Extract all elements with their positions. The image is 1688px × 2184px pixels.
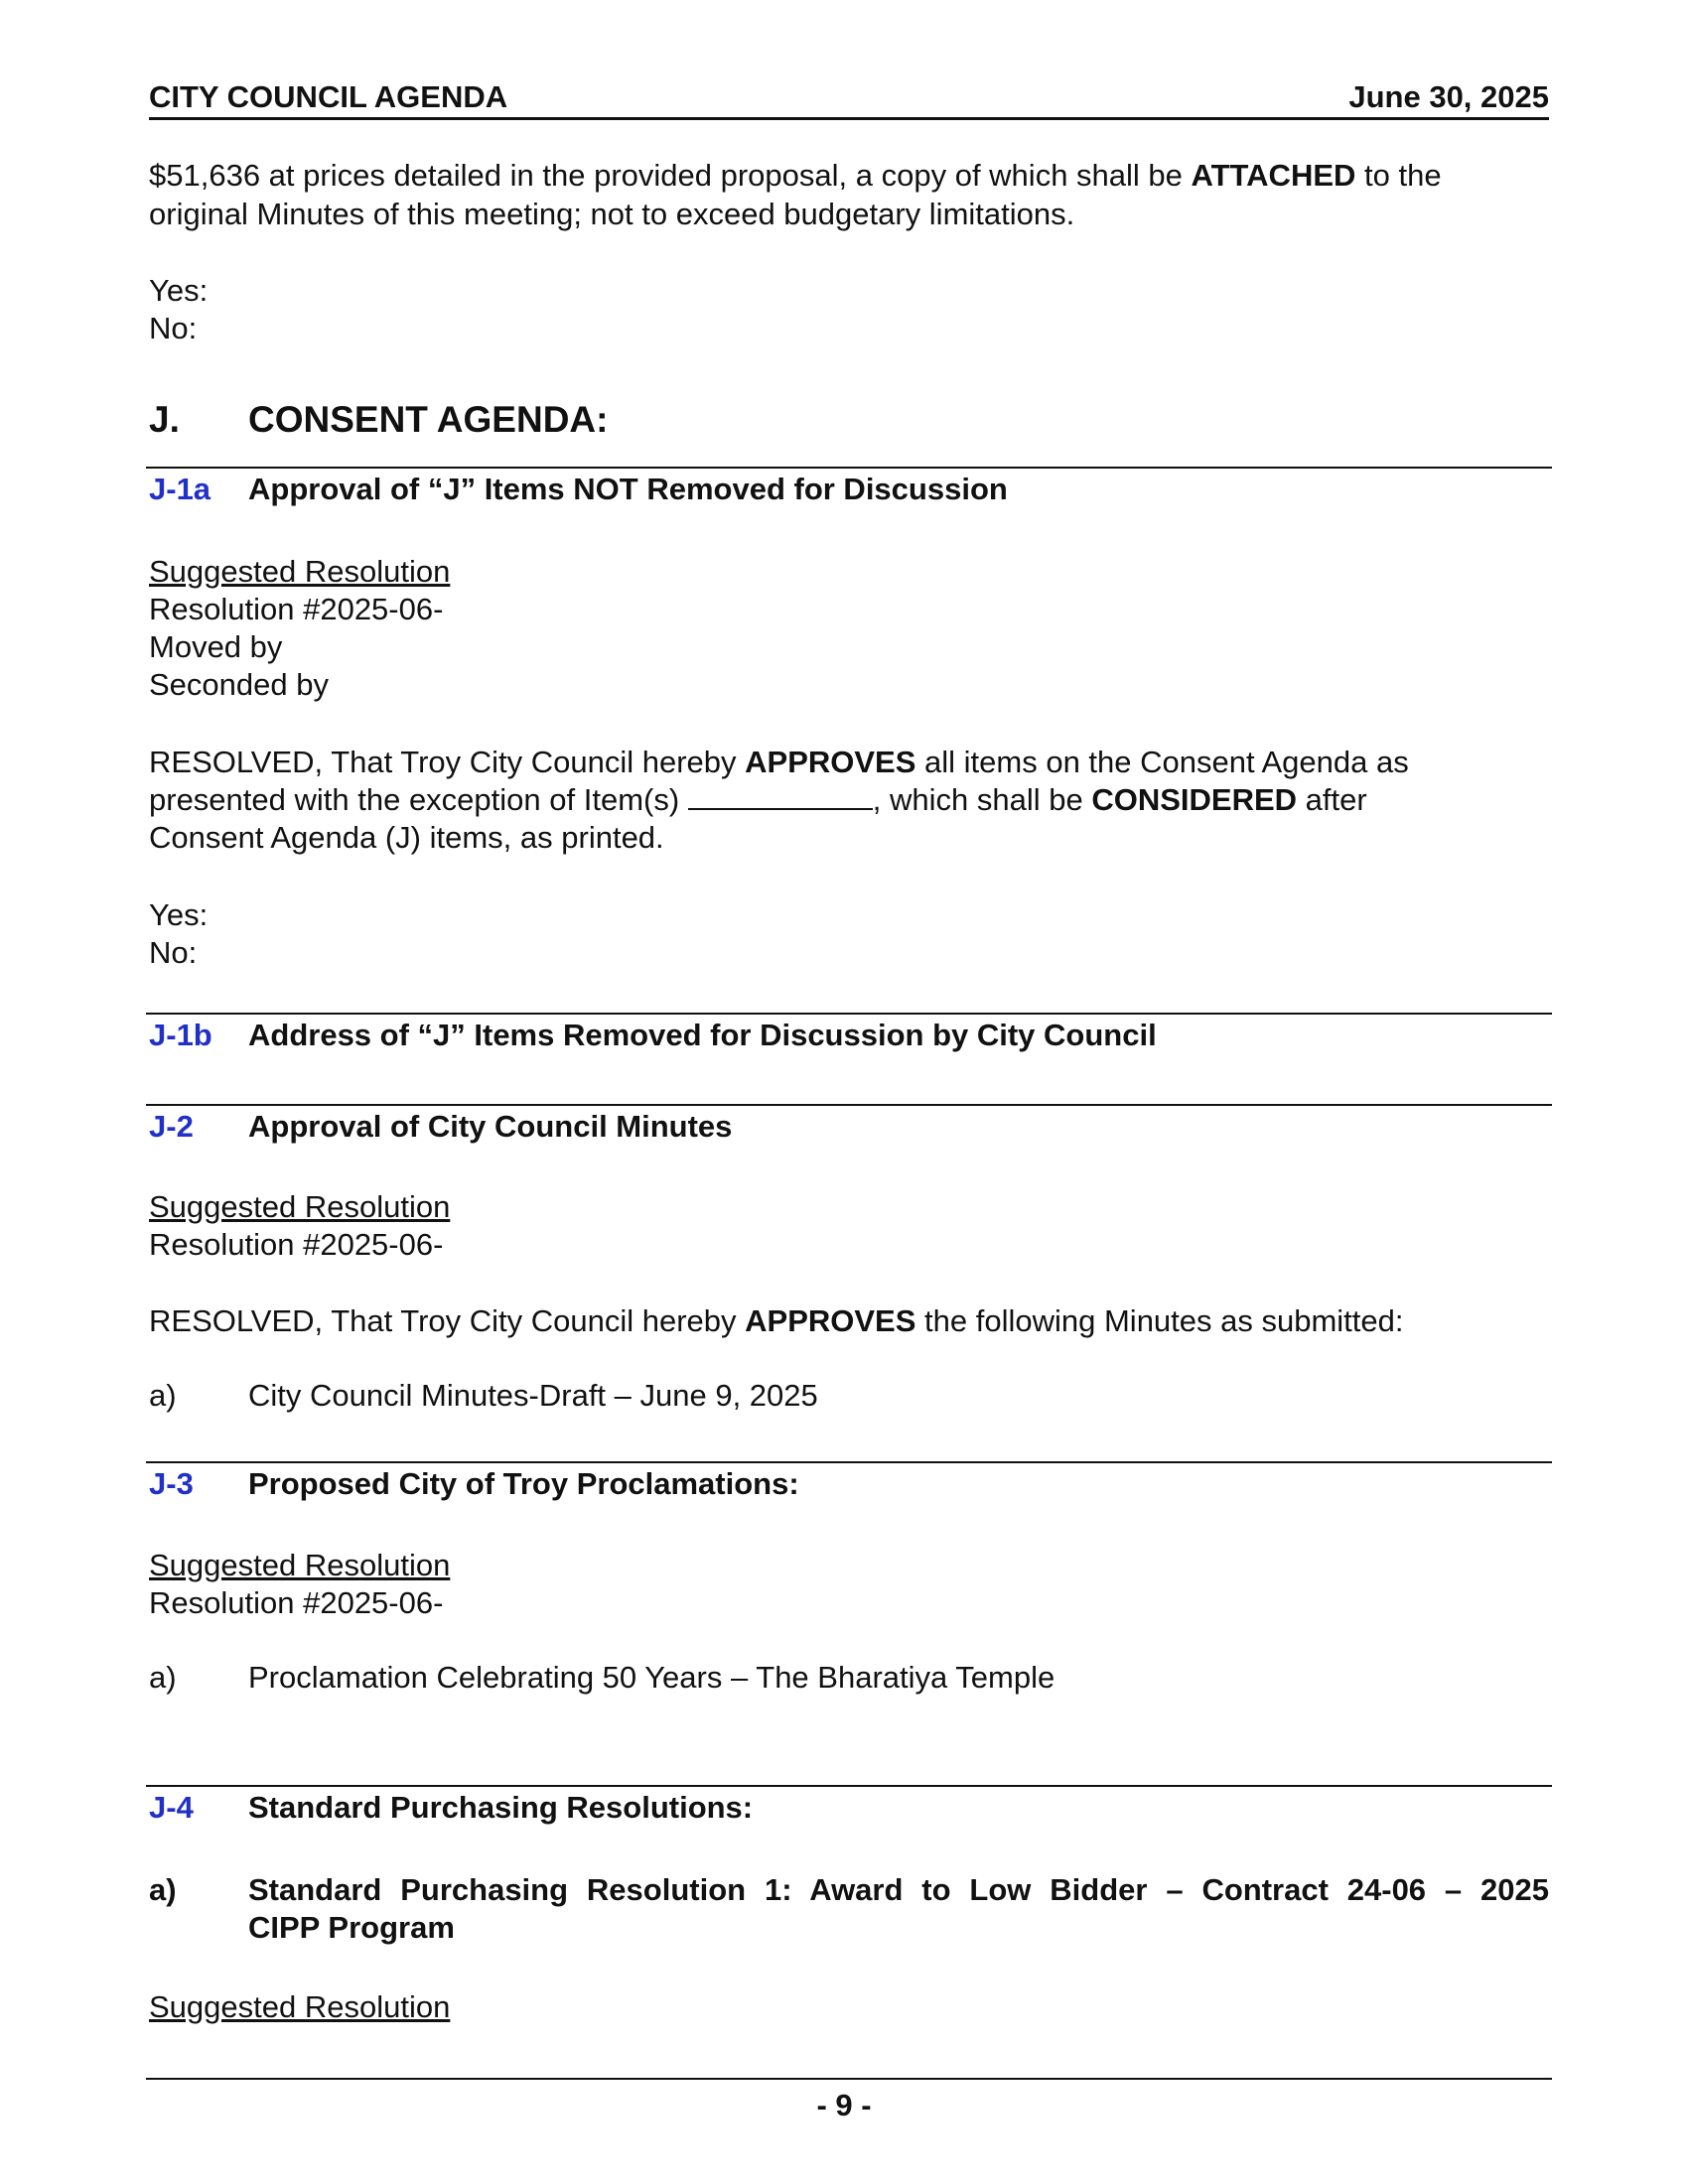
j3-item-letter: a) bbox=[149, 1660, 177, 1695]
divider bbox=[146, 1785, 1552, 1787]
j4-item-letter: a) bbox=[149, 1872, 177, 1907]
divider bbox=[146, 1104, 1552, 1106]
divider bbox=[146, 467, 1552, 469]
j1a-moved-by: Moved by bbox=[149, 629, 283, 664]
j1b-title: Address of “J” Items Removed for Discussion by City Council bbox=[248, 1018, 1157, 1052]
j2-suggested-label: Suggested Resolution bbox=[149, 1189, 451, 1224]
intro-yes: Yes: bbox=[149, 273, 209, 308]
j3-suggested-label: Suggested Resolution bbox=[149, 1548, 451, 1582]
j2-id: J-2 bbox=[149, 1109, 194, 1144]
j4-item-line-1: Standard Purchasing Resolution 1: Award to Low Bidder – Contract 24-06 – 2025 bbox=[248, 1872, 1549, 1907]
intro-line-2: original Minutes of this meeting; not to exceed budgetary limitations. bbox=[149, 197, 1075, 231]
j1a-no: No: bbox=[149, 935, 198, 970]
j1a-suggested-label: Suggested Resolution bbox=[149, 554, 451, 589]
section-j-letter: J. bbox=[149, 399, 180, 440]
section-j-title: CONSENT AGENDA: bbox=[248, 399, 609, 440]
j2-resolved-line: RESOLVED, That Troy City Council hereby APPROVES the following Minutes as submitted: bbox=[149, 1303, 1404, 1338]
header-date: June 30, 2025 bbox=[1348, 79, 1549, 114]
j1b-id: J-1b bbox=[149, 1018, 212, 1052]
j2-item-text: City Council Minutes-Draft – June 9, 2025 bbox=[248, 1378, 818, 1413]
j4-title: Standard Purchasing Resolutions: bbox=[248, 1790, 754, 1825]
j3-title: Proposed City of Troy Proclamations: bbox=[248, 1466, 799, 1501]
j1a-resolved-line-1: RESOLVED, That Troy City Council hereby APPROVES all items on the Consent Agenda as bbox=[149, 745, 1409, 779]
j1a-resolution-number: Resolution #2025-06- bbox=[149, 592, 444, 626]
header-title: CITY COUNCIL AGENDA bbox=[149, 79, 508, 114]
j2-title: Approval of City Council Minutes bbox=[248, 1109, 733, 1144]
j4-suggested-label: Suggested Resolution bbox=[149, 1989, 451, 2024]
j1a-resolved-line-2: presented with the exception of Item(s) , which shall be CONSIDERED after bbox=[149, 782, 1367, 817]
j4-item-line-2: CIPP Program bbox=[248, 1910, 455, 1945]
divider bbox=[146, 1461, 1552, 1463]
page-number: - 9 - bbox=[816, 2088, 872, 2122]
divider bbox=[146, 1013, 1552, 1015]
j1a-resolved-line-3: Consent Agenda (J) items, as printed. bbox=[149, 820, 664, 855]
j1a-seconded-by: Seconded by bbox=[149, 667, 329, 702]
j2-resolution-number: Resolution #2025-06- bbox=[149, 1227, 444, 1262]
j3-item-text: Proclamation Celebrating 50 Years – The Bharatiya Temple bbox=[248, 1660, 1055, 1695]
j1a-yes: Yes: bbox=[149, 897, 209, 932]
j1a-title: Approval of “J” Items NOT Removed for Discussion bbox=[248, 472, 1008, 506]
footer-divider bbox=[146, 2078, 1552, 2080]
item-blank-line bbox=[688, 780, 873, 810]
j1a-id: J-1a bbox=[149, 472, 211, 506]
j3-id: J-3 bbox=[149, 1466, 194, 1501]
section-j-heading bbox=[149, 399, 609, 441]
intro-no: No: bbox=[149, 311, 198, 345]
j4-id: J-4 bbox=[149, 1790, 194, 1825]
j2-item-letter: a) bbox=[149, 1378, 177, 1413]
j3-resolution-number: Resolution #2025-06- bbox=[149, 1585, 444, 1620]
intro-line-1: $51,636 at prices detailed in the provided proposal, a copy of which shall be ATTACHED to the bbox=[149, 158, 1442, 193]
page-header bbox=[149, 79, 1549, 120]
